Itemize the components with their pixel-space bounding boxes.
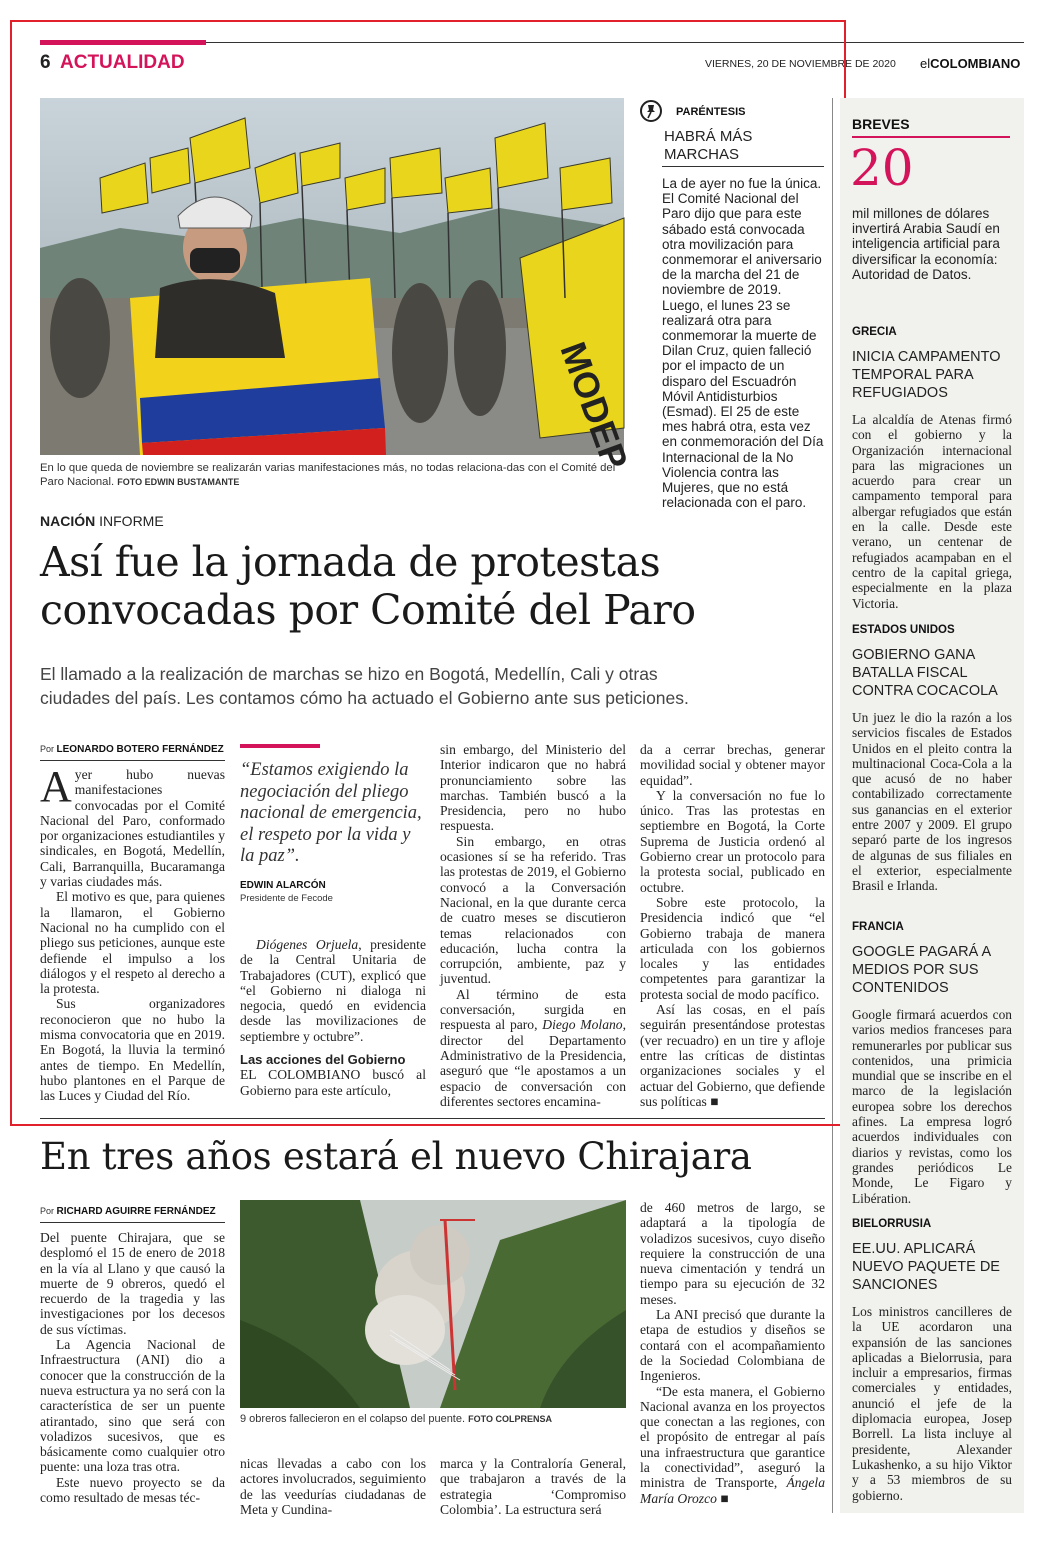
article2-headline: En tres años estará el nuevo Chirajara <box>40 1135 752 1178</box>
modep-banner-text: MODEP <box>552 336 637 475</box>
end-mark: ■ <box>710 1093 719 1109</box>
brief-item-francia <box>852 921 1012 1206</box>
kicker-light: INFORME <box>99 513 164 529</box>
article-deck: El llamado a la realización de marchas se hizo en Bogotá, Medellín, Cali y otras ciudades del país. Les contamos cómo ha actuado el Gobierno ante sus peticiones. <box>40 664 689 708</box>
main-photo-caption: En lo que queda de noviembre se realizarán varias manifestaciones más, no todas relaciona-das con el Comité del Paro Nacional. FOTO EDWIN BUSTAMANTE <box>40 462 616 488</box>
article-col-4: da a cerrar brechas, generar movilidad social y obtener mayor equidad”. Y la conversación no fue lo único. Tras las protestas en septiembre en Bogotá, la Corte Suprema de Justicia ordenó al Gobierno crear un protocolo para la protesta social, publicado en octubre. Sobre este protocolo, la Presidencia indicó que “el Gobierno trabaja de manera articulada con los gobiernos locales y las entidades competentes para garantizar la protesta social de modo pacífico. Así las cosas, en el país seguirán presentándose protestas (ver recuadro) en un tire y afloje entre las críticas de distintas organizaciones sociales y el actuar del Gobierno, que defiende sus políticas ■ <box>640 742 825 1109</box>
article-separator <box>40 1118 825 1119</box>
article-headline: Así fue la jornada de protestas convocadas por Comité del Paro <box>40 538 696 634</box>
chirajara-photo <box>240 1200 626 1408</box>
brief-body: Los ministros cancilleres de la UE acordaron una expansión de las sanciones aplicadas a Bielorrusia, para incluir a empresarios, firmas comerciales y entidades, anunció el jefe de la diplomacia europea, Josep Borrell. La lista incluye al presidente, Alexander Lukashenko, a su hijo Viktor y a 53 miembros de su gobierno. <box>852 1304 1012 1503</box>
article2-byline: Por RICHARD AGUIRRE FERNÁNDEZ <box>40 1206 216 1217</box>
quote-role: Presidente de Fecode <box>240 893 333 904</box>
parentesis-body: La de ayer no fue la única. El Comité Nacional del Paro dijo que para este sábado está convocada otra movilización para conmemorar el aniversario de la marcha del 21 de noviembre de 2019. Luego, el lunes 23 se realizará otra para conmemorar la muerte de Dilan Cruz, quien falleció por el impacto de un disparo del Escuadrón Móvil Antidisturbios (Esmad). El 25 de este mes habrá otra, esta vez en conmemoración del Día Internacional de la No Violencia contra las Mujeres, que no está relacionada con el paro. <box>662 176 824 511</box>
chirajara-caption: 9 obreros fallecieron en el colapso del puente. FOTO COLPRENSA <box>240 1413 552 1425</box>
article-byline: Por LEONARDO BOTERO FERNÁNDEZ <box>40 744 224 755</box>
article2-col-1: Del puente Chirajara, que se desplomó el 15 de enero de 2018 en la vía al Llano y que causó la muerte de 9 obreros, quedó el recuerdo de la tragedia y las investigaciones por los decesos de sus víctimas. La Agencia Nacional de Infraestructura (ANI) dio a conocer que la construcción de la nueva estructura ya no será con la característica de ser un puente atirantado, sino que será con voladizos sucesivos, que es básicamente como cualquier otro puente: una loza tras otra. Este nuevo proyecto se da como resultado de mesas téc- <box>40 1230 225 1506</box>
brand-prefix: el <box>920 56 931 71</box>
article-col-1: Ayer hubo nuevas manifestaciones convocadas por el Comité Nacional del Paro, conformado por organizaciones estudiantiles y sindicales, en Bogotá, Medellín, Cali, Barranquilla, Bucaramanga y varias ciudades más. El motivo es que, para quienes la llamaron, el Gobierno Nacional no ha cumplido con el pliego sus peticiones, aunque este defiende el impulso a los diálogos y el respeto al derecho a la protesta. Sus organizadores reconocieron que no hubo la misma convocatoria que en 2019. En Bogotá, la lluvia la terminó antes de tiempo. En Medellín, hubo plantones en el Parque de las Luces y Ciudad del Río. <box>40 762 225 1104</box>
article2-col-2: nicas llevadas a cabo con los actores involucrados, seguimiento de las veedurías ciudadanas de Meta y Cundina- <box>240 1456 426 1517</box>
article2-byline-rule <box>40 1222 225 1223</box>
bridge-collapse-illustration <box>240 1200 626 1408</box>
breves-number-text: mil millones de dólares invertirá Arabia Saudí en inteligencia artificial para diversificar la economía: Autoridad de Datos. <box>852 206 1000 282</box>
article2-col-4: de 460 metros de largo, se adaptará a la tipología de voladizos sucesivos, cuyo diseño requiere la construcción de una nueva cimentación y tendrá un tiempo para su ejecución de 32 meses. La ANI precisó que durante la etapa de estudios y diseños se contará con el acompañamiento de la Sociedad Colombiana de Ingenieros. “De esta manera, el Gobierno Nacional avanza en los proyectos que conectan a las regiones, con el propósito de entregar al país una infraestructura que garantice la conectividad”, aseguró la ministra de Transporte, Ángela María Orozco ■ <box>640 1200 825 1506</box>
section-title: ACTUALIDAD <box>60 52 185 73</box>
brief-item-grecia <box>852 326 1012 611</box>
page-number: 6 <box>40 52 51 73</box>
brief-body: Google firmará acuerdos con varios medios franceses para remunerarles por publicar sus contenidos, una primicia mundial que se inscribe en el marco de la legislación europea sobre los derechos afines. La empresa logró acuerdos individuales con diarios y revistas, como los grandes periódicos Le Monde, Le Figaro y Libération. <box>852 1007 1012 1206</box>
article-col-3: sin embargo, del Ministerio del Interior indicaron que no habrá pronunciamiento sobre las marchas. También buscó a la Presidencia, pero no hubo respuesta. Sin embargo, en otras ocasiones sí se ha referido. Tras las protestas de 2019, el Gobierno convocó a la Conversación Nacional, en la que durante cerca de cuatro meses se discutieron temas relacionados con educación, lucha contra la corrupción, ambiente, paz y juventud. Al término de esta conversación, surgida en respuesta al paro, Diego Molano, director del Departamento Administrativo de la Presidencia, aseguró que “le apostamos a un espacio de conversación con diferentes sectores encamina- <box>440 742 626 1109</box>
article2-col-3: marca y la Contraloría General, que trabajaron a través de la estrategia ‘Compromiso Colombia’. La estructura será <box>440 1456 626 1517</box>
kicker-bold: NACIÓN <box>40 513 96 529</box>
article-col-2: Diógenes Orjuela, presidente de la Central Unitaria de Trabajadores (CUT), explicó que “el Gobierno ni dialoga ni negocia, quedó en evidencia desde las movilizaciones de septiembre y octubre”. Las acciones del Gobierno EL COLOMBIANO buscó al Gobierno para este artículo, <box>240 937 426 1098</box>
subhead: Las acciones del Gobierno <box>240 1052 406 1068</box>
brief-item-estados-unidos <box>852 624 1012 894</box>
brief-tag: BIELORRUSIA <box>852 1218 932 1230</box>
brief-title: INICIA CAMPAMENTO TEMPORAL PARA REFUGIADOS <box>852 349 1001 401</box>
parentesis-title: HABRÁ MÁS MARCHAS <box>664 128 753 163</box>
main-photo-credit: FOTO EDWIN BUSTAMANTE <box>117 477 240 487</box>
breves-label: BREVES <box>852 116 910 132</box>
brief-tag: ESTADOS UNIDOS <box>852 624 955 636</box>
highlight-box <box>10 20 846 1126</box>
brief-title: GOBIERNO GANA BATALLA FISCAL CONTRA COCACOLA <box>852 647 998 699</box>
brief-title: GOOGLE PAGARÁ A MEDIOS POR SUS CONTENIDOS <box>852 944 991 996</box>
brief-tag: GRECIA <box>852 326 897 338</box>
drop-cap: A <box>40 762 72 811</box>
brand-name: COLOMBIANO <box>930 56 1021 71</box>
breves-big-number: 20 <box>850 139 914 197</box>
brief-body: Un juez le dio la razón a los servicios fiscales de Estados Unidos en el pleito contra la multinacional Coca-Cola a la que acusó de no haber contabilizado correctamente sus ganancias en el exterior entre 2007 y 2009. El grupo separó parte de los ingresos de algunas de sus filiales en el exterior, especialmente Brasil e Irlanda. <box>852 710 1012 894</box>
quote-author: EDWIN ALARCÓN <box>240 880 326 891</box>
brief-title: EE.UU. APLICARÁ NUEVO PAQUETE DE SANCIONES <box>852 1241 1000 1293</box>
brief-item-bielorrusia <box>852 1218 1012 1503</box>
chirajara-credit: FOTO COLPRENSA <box>468 1414 552 1424</box>
pull-quote: “Estamos exigiendo la negociación del pliego nacional de emergencia, el respeto por la vida y la paz”. <box>240 760 422 866</box>
brief-body: La alcaldía de Atenas firmó con el gobierno y la Organización internacional para las migraciones un acuerdo para crear un campamento temporal para albergar refugiados que están en la calle. Desde este verano, un centenar de refugiados acampaban en el centro de la capital griega, especialmente en la plaza Victoria. <box>852 412 1012 611</box>
brief-tag: FRANCIA <box>852 921 904 933</box>
brand-logo <box>920 56 1020 71</box>
parentesis-label: PARÉNTESIS <box>676 106 746 118</box>
header-date: VIERNES, 20 DE NOVIEMBRE DE 2020 <box>705 58 896 70</box>
